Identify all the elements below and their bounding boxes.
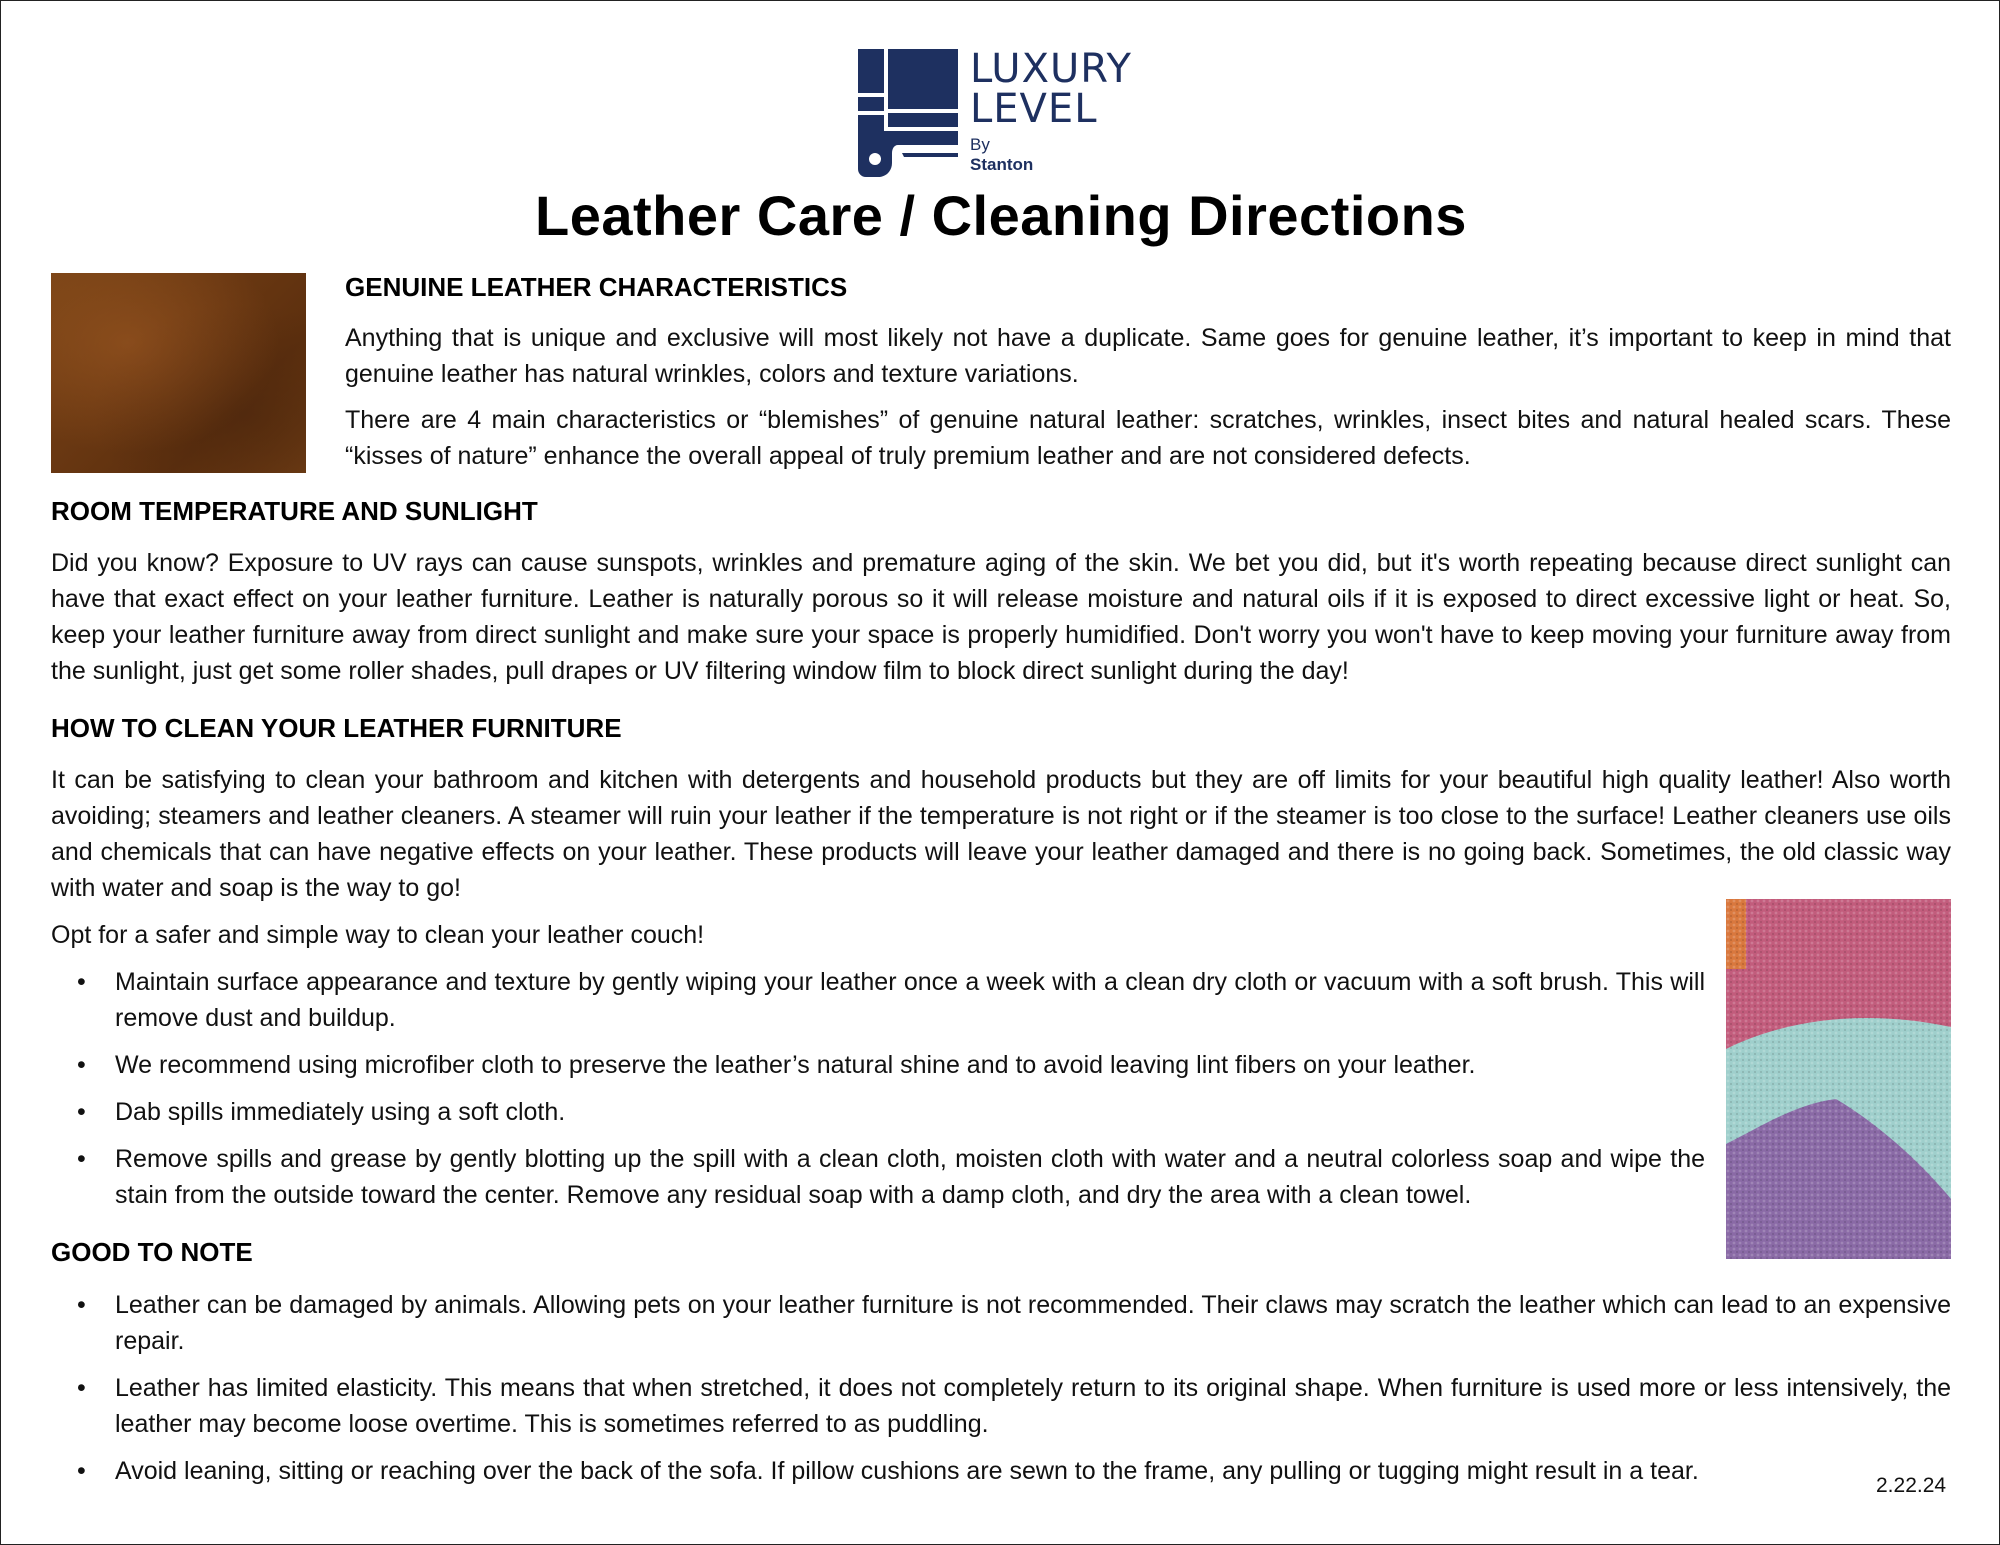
how-to-clean-paragraph-2: Opt for a safer and simple way to clean your leather couch! xyxy=(51,921,705,949)
how-to-clean-heading: HOW TO CLEAN YOUR LEATHER FURNITURE xyxy=(51,713,622,743)
bullet-icon: • xyxy=(77,1457,86,1485)
room-temperature-paragraph: Did you know? Exposure to UV rays can cause sunspots, wrinkles and premature aging of the skin. We bet you did, but it's worth repeating because direct sunlight can have that exact effect on your leather furniture. Leather is naturally porous so it will release moisture and natural oils if it is exposed to direct excessive light or heat. So, keep your leather furniture away from direct sunlight and make sure your space is properly humidified. Don't worry you won't have to keep moving your furniture away from the sunlight, just get some roller shades, pull drapes or UV filtering window film to block direct sunlight during the day! xyxy=(51,549,1951,685)
logo-line-2: LEVEL xyxy=(970,86,1098,132)
list-item-text: Dab spills immediately using a soft cloth. xyxy=(115,1098,566,1126)
list-item xyxy=(51,1047,1705,1083)
bullet-icon: • xyxy=(77,1145,86,1173)
cleaning-tips-list xyxy=(51,964,1705,1224)
microfiber-cloth-image xyxy=(1726,899,1951,1259)
list-item-text: Leather has limited elasticity. This means that when stretched, it does not completely return to its original shape. When furniture is used more or less intensively, the leather may become loose overtime. This is sometimes referred to as puddling. xyxy=(115,1374,1951,1438)
bullet-icon: • xyxy=(77,1291,86,1319)
good-to-note-heading: GOOD TO NOTE xyxy=(51,1237,253,1267)
list-item xyxy=(51,1287,1951,1359)
leather-swatch-image xyxy=(51,273,306,473)
list-item xyxy=(51,1141,1705,1213)
logo-wordmark xyxy=(970,46,1132,175)
bullet-icon: • xyxy=(77,1374,86,1402)
genuine-leather-paragraph-2: There are 4 main characteristics or “blemishes” of genuine natural leather: scratches, wrinkles, insect bites and natural healed scars. These “kisses of nature” enhance the overall appeal of truly premium leather and are not considered defects. xyxy=(345,406,1951,470)
list-item xyxy=(51,1453,1951,1489)
luxury-level-logo xyxy=(858,46,1178,184)
bullet-icon: • xyxy=(77,968,86,996)
genuine-leather-paragraph-1: Anything that is unique and exclusive will most likely not have a duplicate. Same goes for genuine leather, it’s important to keep in mind that genuine leather has natural wrinkles, colors and texture variations. xyxy=(345,324,1951,388)
bullet-icon: • xyxy=(77,1051,86,1079)
list-item-text: Leather can be damaged by animals. Allowing pets on your leather furniture is not recommended. Their claws may scratch the leather which can lead to an expensive repair. xyxy=(115,1291,1951,1355)
logo-by: By xyxy=(970,135,990,154)
logo-mark-icon xyxy=(858,49,958,177)
list-item xyxy=(51,1370,1951,1442)
bullet-icon: • xyxy=(77,1098,86,1126)
list-item xyxy=(51,1094,1705,1130)
room-temperature-heading: ROOM TEMPERATURE AND SUNLIGHT xyxy=(51,496,538,526)
logo-brand: Stanton xyxy=(970,155,1034,174)
list-item xyxy=(51,964,1705,1036)
list-item-text: We recommend using microfiber cloth to preserve the leather’s natural shine and to avoid leaving lint fibers on your leather. xyxy=(115,1051,1476,1079)
list-item-text: Remove spills and grease by gently blotting up the spill with a clean cloth, moisten cloth with water and a neutral colorless soap and wipe the stain from the outside toward the center. Remove any residual soap with a damp cloth, and dry the area with a clean towel. xyxy=(115,1145,1705,1209)
how-to-clean-paragraph-1: It can be satisfying to clean your bathroom and kitchen with detergents and household products but they are off limits for your beautiful high quality leather! Also worth avoiding; steamers and leather cleaners. A steamer will ruin your leather if the temperature is not right or if the steamer is too close to the surface! Leather cleaners use oils and chemicals that can have negative effects on your leather. These products will leave your leather damaged and there is no going back. Sometimes, the old classic way with water and soap is the way to go! xyxy=(51,766,1951,902)
page-title: Leather Care / Cleaning Directions xyxy=(535,184,1467,247)
logo-line-1: LUXURY xyxy=(970,46,1132,92)
good-to-note-list xyxy=(51,1287,1951,1500)
genuine-leather-heading: GENUINE LEATHER CHARACTERISTICS xyxy=(345,272,848,302)
list-item-text: Avoid leaning, sitting or reaching over the back of the sofa. If pillow cushions are sewn to the frame, any pulling or tugging might result in a tear. xyxy=(115,1457,1699,1485)
document-version: 2.22.24 xyxy=(1876,1474,1947,1497)
list-item-text: Maintain surface appearance and texture by gently wiping your leather once a week with a clean dry cloth or vacuum with a soft brush. This will remove dust and buildup. xyxy=(115,968,1705,1032)
